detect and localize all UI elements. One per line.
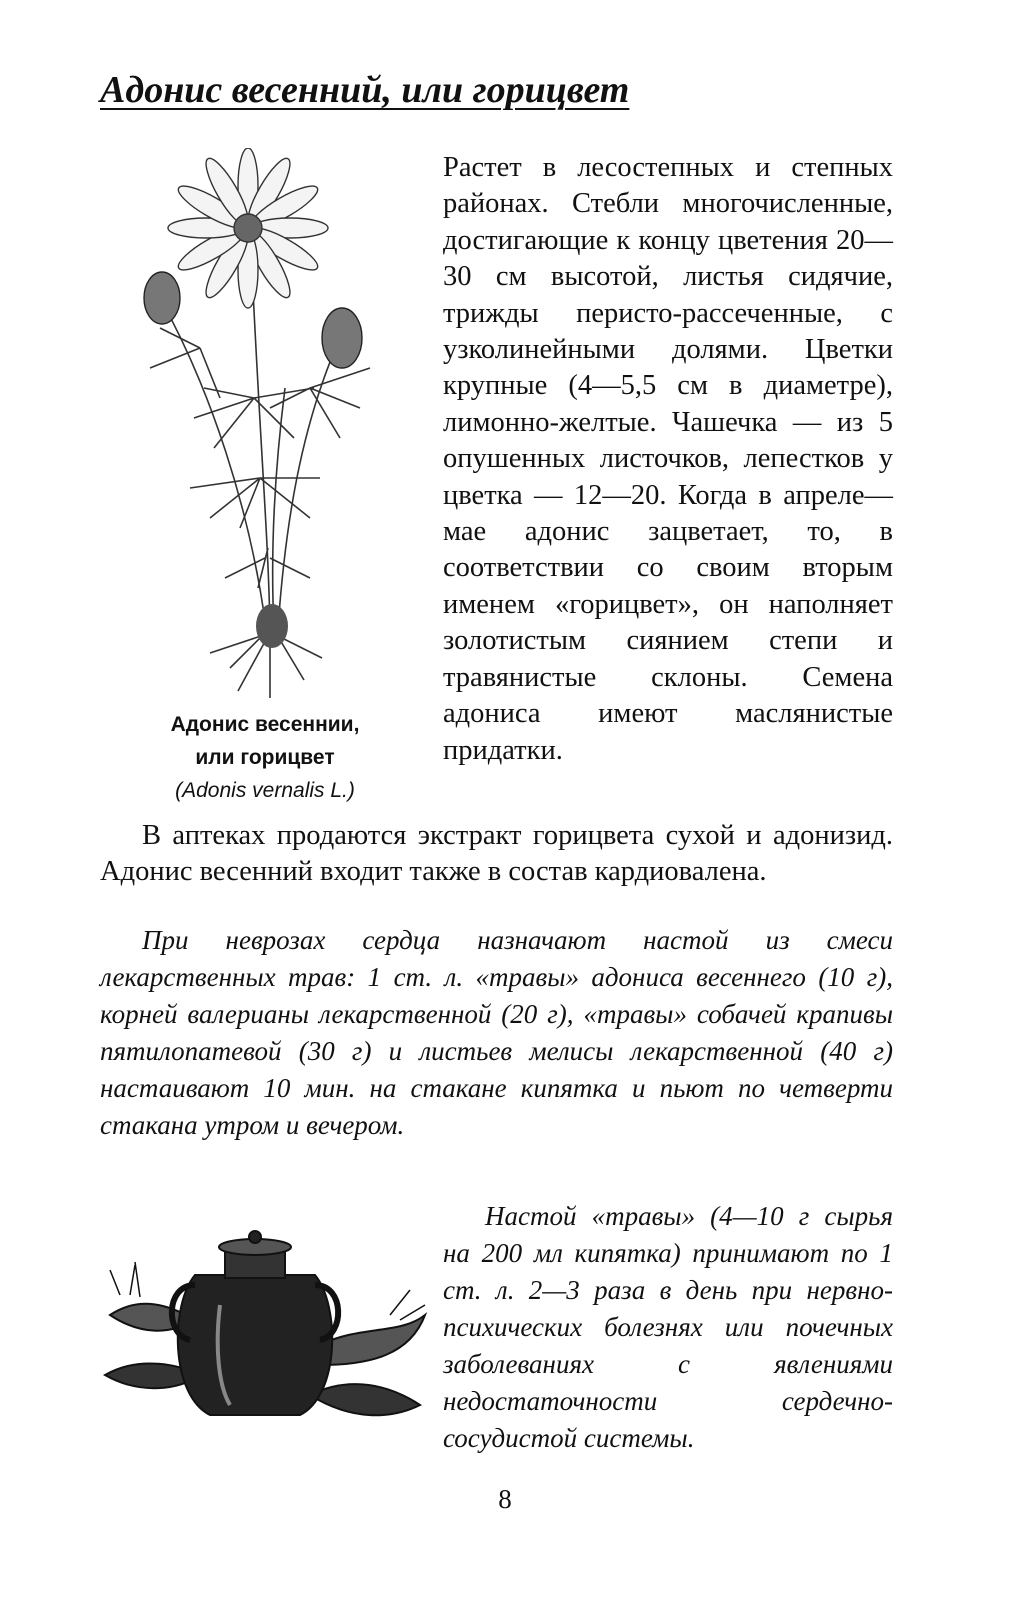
intro-paragraph: Растет в лесостепных и степных районах. Стебли многочисленные, достигающие к концу цветения 20—30 см высотой, листья сидячие, трижды перисто-рассеченные, с узколинейными долями. Цветки крупные (4—5,5 см в диаметре), лимонно-желтые. Чашечка — из 5 опушенных листочков, лепестков у цветка — 12—20. Когда в апреле—мае адонис зацветает, то, в соответствии со своим вторым именем «горицвет», он наполняет золотистым сиянием степи и травянистые склоны. Семена адониса имеют маслянистые придатки. <box>443 152 893 766</box>
neurosis-recipe-paragraph: При неврозах сердца назначают настой из смеси лекарственных трав: 1 ст. л. «травы» адониса весеннего (10 г), корней валерианы лекарственной (20 г), «травы» собачей крапивы пятилопатевой (30 г) и листьев мелисы лекарственной (40 г) настаивают 10 мин. на стакане кипятка и пьют по четверти стакана утром и вечером. <box>100 925 893 1140</box>
caption-line-2: или горицвет <box>195 746 335 769</box>
adonis-plant-illustration <box>120 148 410 708</box>
pot-with-roots-illustration <box>100 1225 430 1430</box>
page-number: 8 <box>498 1484 512 1514</box>
caption-latin-name: (Adonis vernalis L.) <box>175 779 355 802</box>
infusion-recipe-paragraph: Настой «травы» (4—10 г сырья на 200 мл кипятка) принимают по 1 ст. л. 2—3 раза в день при нервно-психических болезнях или почечных заболеваниях с явлениями недостаточности сердечно-сосудистой системы. <box>443 1201 893 1453</box>
page-title: Адонис весенний, или горицвет <box>100 69 630 111</box>
pharmacy-paragraph: В аптеках продаются экстракт горицвета сухой и адонизид. Адонис весенний входит также в состав кардиовалена. <box>100 820 893 887</box>
illustration-caption <box>120 708 410 807</box>
caption-line-1: Адонис весеннии, <box>170 713 360 736</box>
